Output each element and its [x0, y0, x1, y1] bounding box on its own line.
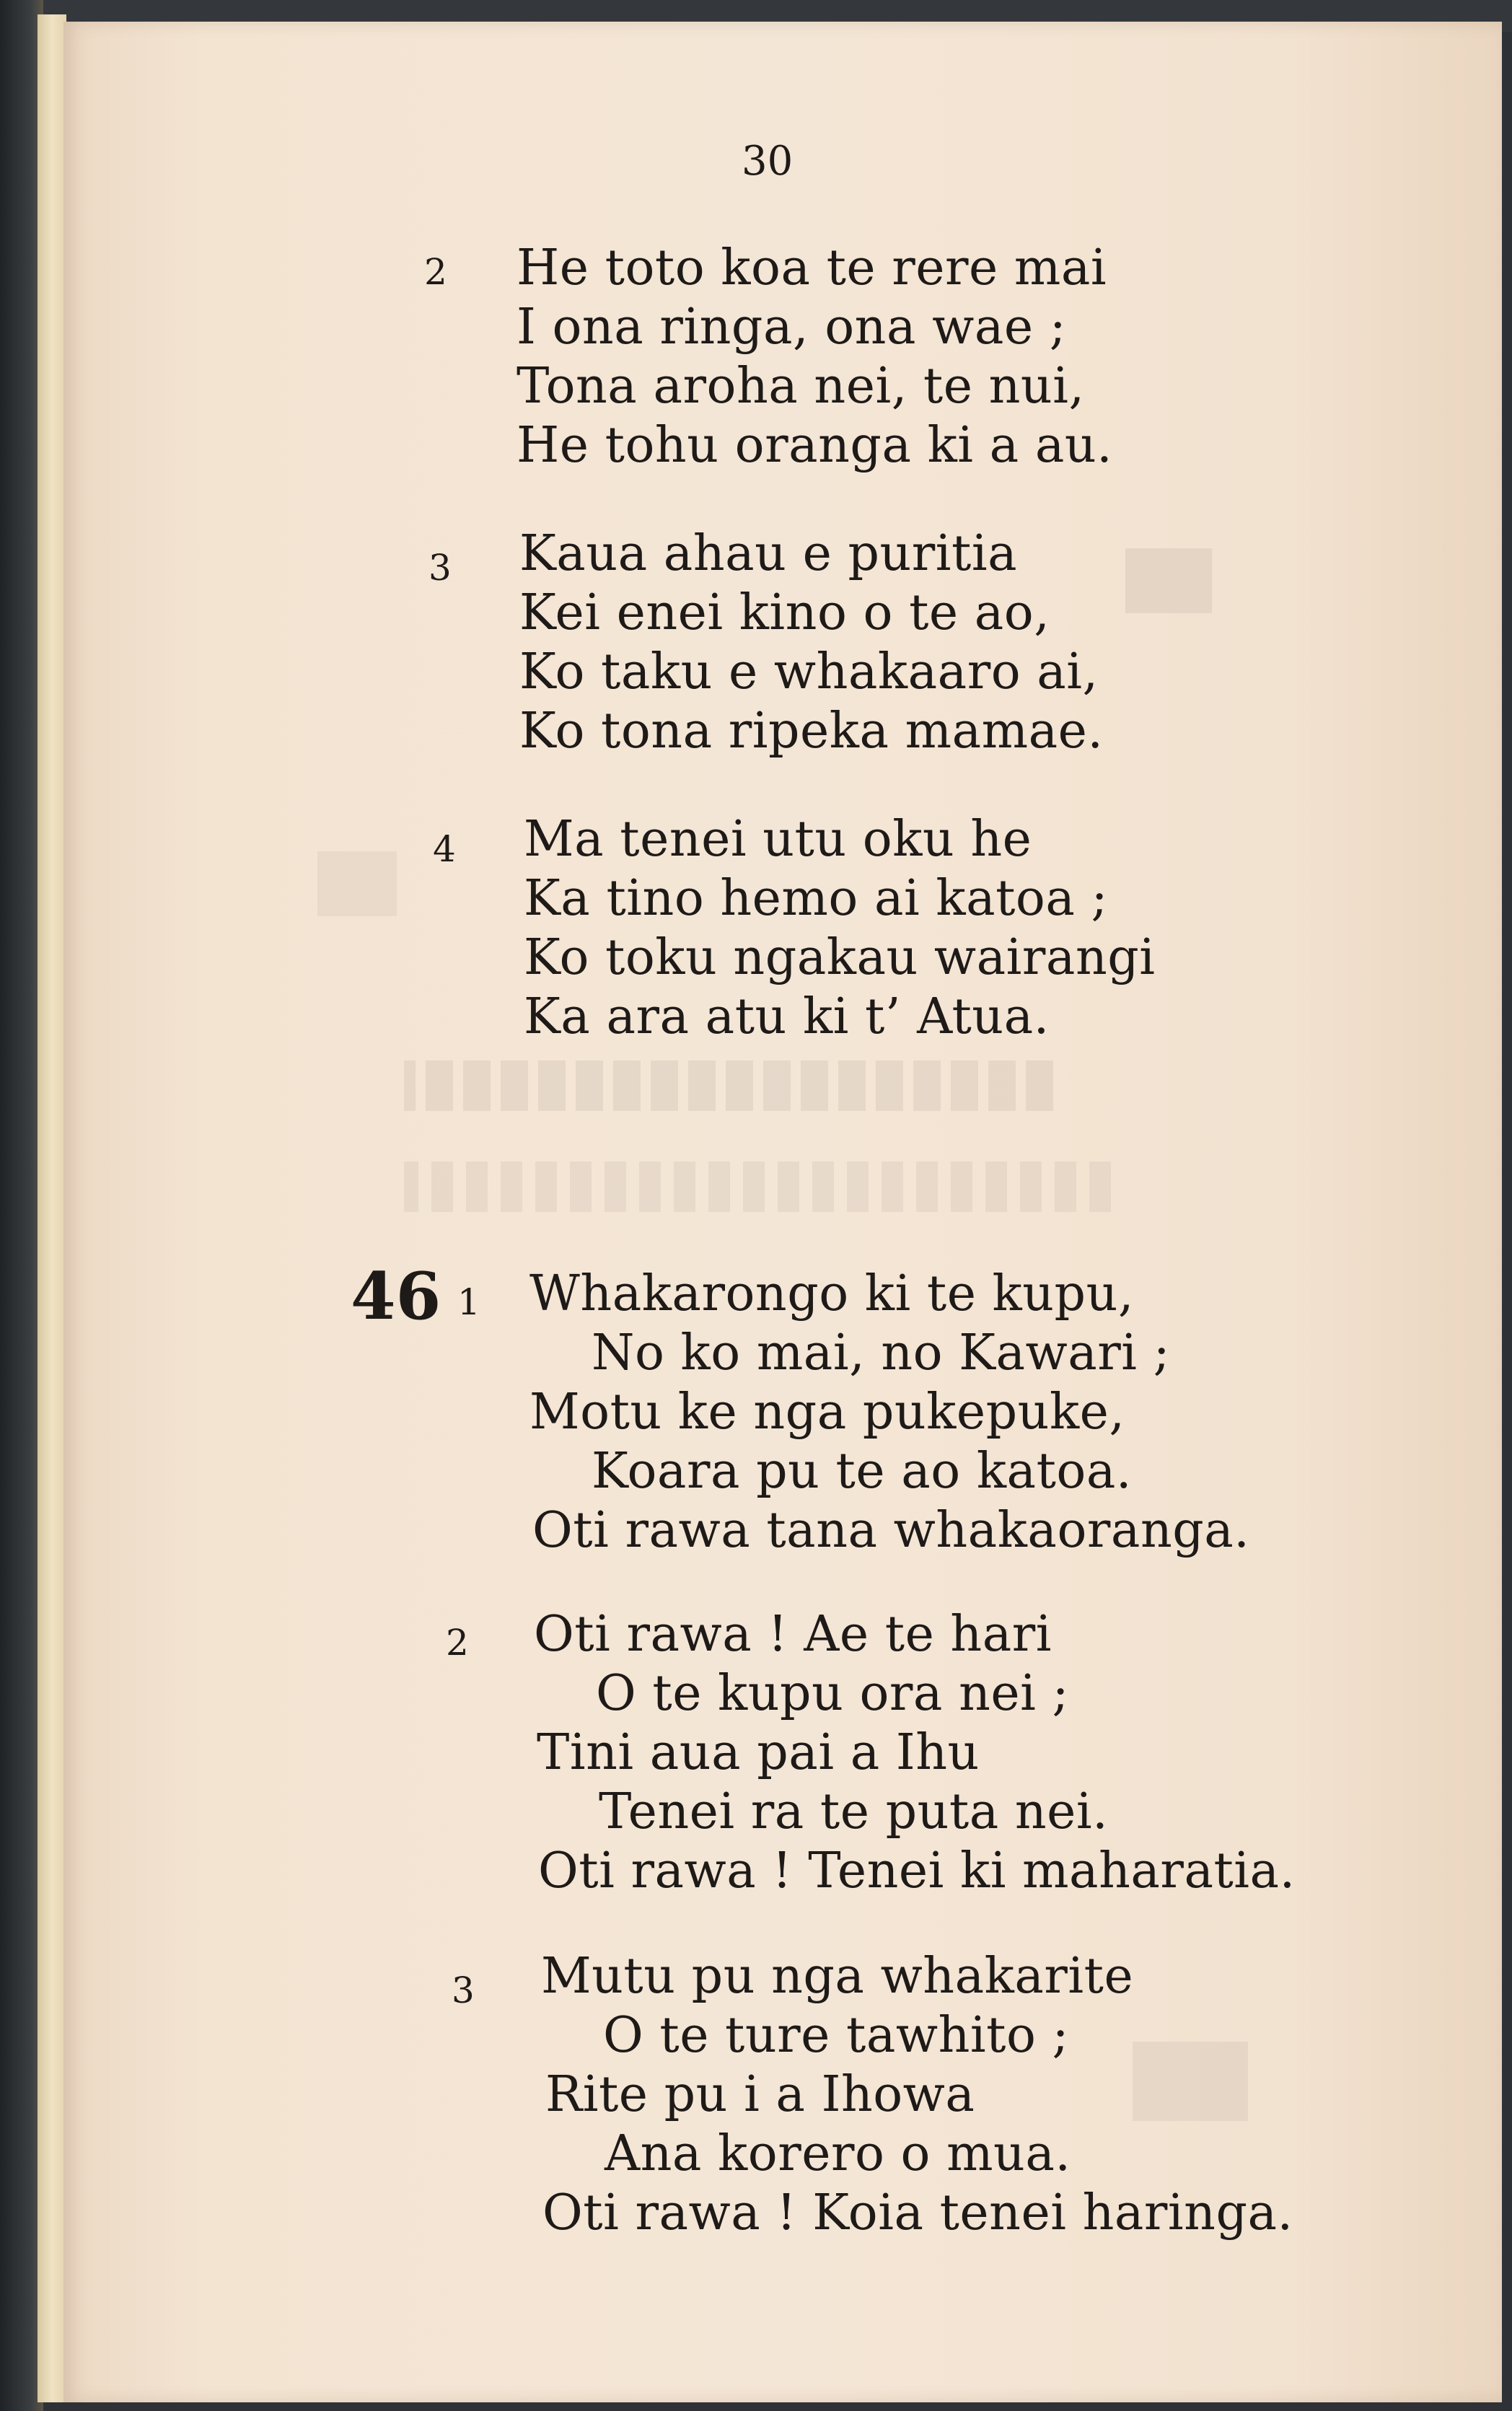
- verse-line: Kei enei kino o te ao,: [519, 584, 1050, 641]
- verse-line: Whakarongo ki te kupu,: [529, 1265, 1134, 1322]
- hymn-number: 46: [351, 1258, 441, 1335]
- verse-line: Ka tino hemo ai katoa ;: [524, 870, 1108, 927]
- verse-line: Ko toku ngakau wairangi: [524, 929, 1156, 986]
- verse-number: 4: [433, 828, 456, 870]
- verse-number: 2: [424, 251, 447, 293]
- show-through-decoration: [317, 851, 397, 916]
- verse-line: Ma tenei utu oku he: [524, 811, 1032, 868]
- book-spine: [0, 0, 43, 2411]
- verse-number: 1: [457, 1281, 480, 1323]
- verse-number: 2: [446, 1622, 469, 1664]
- verse-line: Mutu pu nga whakarite: [541, 1948, 1134, 2005]
- verse-line: Oti rawa ! Koia tenei haringa.: [542, 2184, 1293, 2241]
- show-through-decoration: [1133, 2042, 1248, 2121]
- show-through-decoration: [404, 1060, 1053, 1111]
- page-edge: [38, 14, 66, 2402]
- verse-line: He tohu oranga ki a au.: [517, 417, 1113, 474]
- verse-line: Ko taku e whakaaro ai,: [519, 644, 1099, 701]
- verse-line: Ko tona ripeka mamae.: [519, 703, 1104, 760]
- verse-line: O te kupu ora nei ;: [596, 1665, 1069, 1722]
- verse-line: Oti rawa tana whakaoranga.: [532, 1502, 1250, 1559]
- verse-line: Tona aroha nei, te nui,: [517, 358, 1085, 415]
- verse-line: Ka ara atu ki t’ Atua.: [524, 988, 1050, 1045]
- verse-number: 3: [428, 547, 452, 589]
- verse-line: I ona ringa, ona wae ;: [517, 299, 1067, 356]
- show-through-decoration: [404, 1161, 1111, 1212]
- verse-line: No ko mai, no Kawari ;: [592, 1325, 1171, 1382]
- verse-line: Koara pu te ao katoa.: [592, 1443, 1133, 1500]
- verse-number: 3: [452, 1969, 475, 2011]
- verse-line: He toto koa te rere mai: [517, 240, 1107, 297]
- verse-line: Rite pu i a Ihowa: [545, 2066, 975, 2123]
- verse-line: Motu ke nga pukepuke,: [529, 1384, 1125, 1441]
- verse-line: Kaua ahau e puritia: [519, 525, 1018, 582]
- show-through-decoration: [1125, 548, 1212, 613]
- verse-line: O te ture tawhito ;: [603, 2007, 1069, 2064]
- verse-line: Oti rawa ! Ae te hari: [534, 1606, 1052, 1663]
- page-number: 30: [742, 138, 794, 185]
- verse-line: Tini aua pai a Ihu: [537, 1724, 980, 1781]
- verse-line: Oti rawa ! Tenei ki maharatia.: [538, 1843, 1296, 1900]
- verse-line: Tenei ra te puta nei.: [599, 1783, 1109, 1840]
- verse-line: Ana korero o mua.: [605, 2125, 1071, 2182]
